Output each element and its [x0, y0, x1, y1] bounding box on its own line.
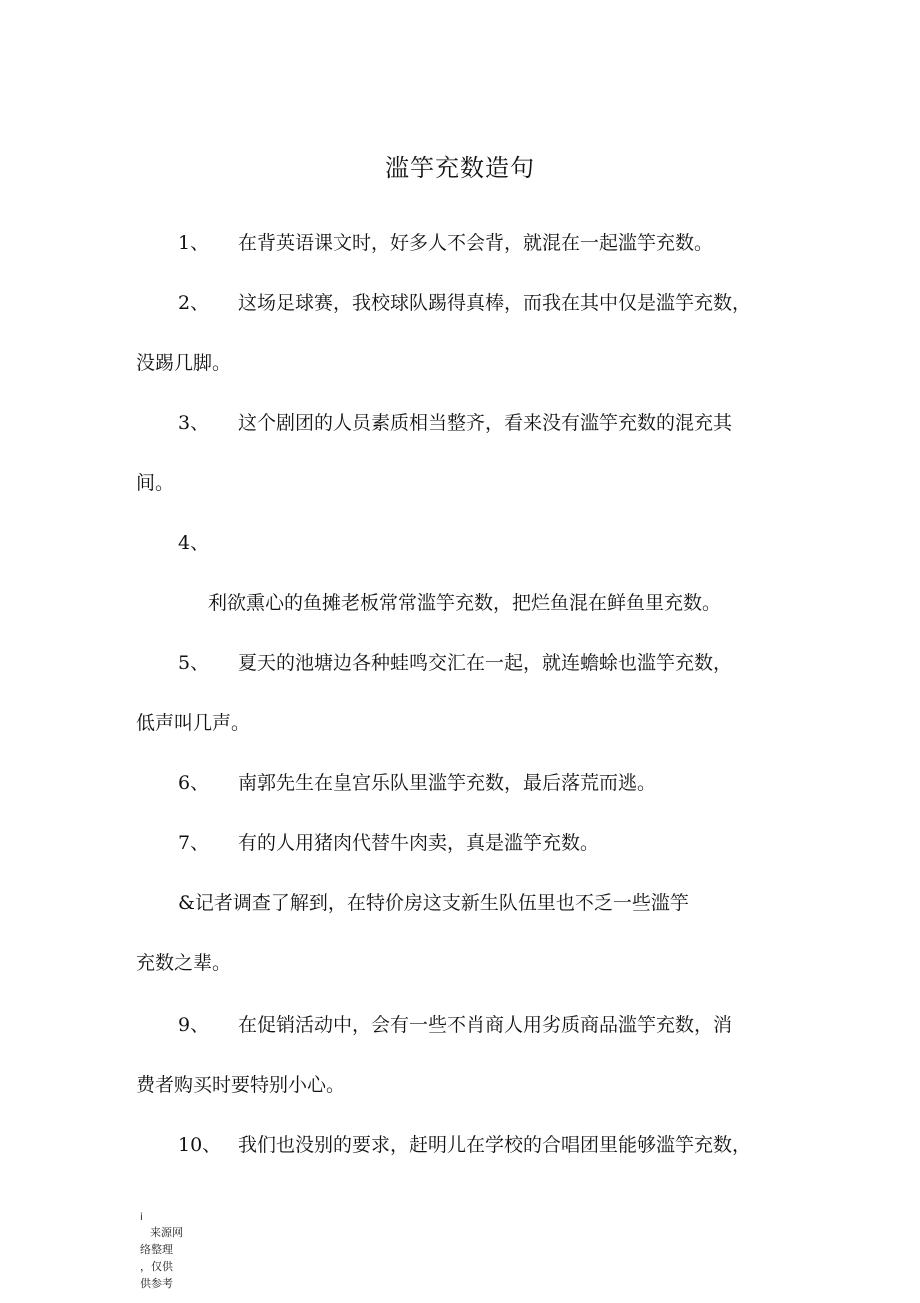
- list-item: [178, 770, 656, 796]
- item-number: 6、: [178, 772, 210, 794]
- list-item: [178, 290, 751, 316]
- item-number: 7、: [178, 832, 210, 854]
- item-continuation: 没踢几脚。: [136, 352, 232, 374]
- footer-line: 络整理: [140, 1243, 173, 1256]
- list-item: [178, 1012, 732, 1038]
- item-number: 4、: [178, 532, 210, 554]
- item-text: 利欲熏心的鱼摊老板常常滥竽充数，把烂鱼混在鲜鱼里充数。: [208, 592, 722, 614]
- item-continuation: 充数之辈。: [136, 952, 232, 974]
- item-text: 夏天的池塘边各种蛙鸣交汇在一起，就连蟾蜍也滥竽充数，: [238, 652, 733, 674]
- footer-line: ，仅供: [140, 1260, 173, 1273]
- item-text: 南郭先生在皇宫乐队里滥竽充数，最后落荒而逃。: [238, 772, 657, 794]
- item-text: 记者调查了解到，在特价房这支新生队伍里也不乏一些滥竽: [194, 892, 689, 914]
- item-number: 10、: [178, 1134, 222, 1156]
- footer-mark: i: [140, 1212, 143, 1223]
- list-item: [178, 890, 689, 916]
- item-text: 这场足球赛，我校球队踢得真棒，而我在其中仅是滥竽充数，: [238, 292, 752, 314]
- footer-line: 来源网: [150, 1226, 183, 1239]
- item-continuation: 低声叫几声。: [136, 712, 251, 734]
- list-item: [178, 830, 599, 856]
- page-title: 滥竽充数造句: [385, 154, 535, 182]
- item-number: 9、: [178, 1014, 210, 1036]
- item-number: 1、: [178, 232, 210, 254]
- item-continuation: 费者购买时要特别小心。: [136, 1074, 346, 1096]
- item-number: 5、: [178, 652, 210, 674]
- list-item: [178, 650, 732, 676]
- item-text: 我们也没别的要求，赶明儿在学校的合唱团里能够滥竽充数，: [238, 1134, 752, 1156]
- footer-note: [140, 1212, 200, 1292]
- item-number: 3、: [178, 412, 210, 434]
- list-item: [178, 1132, 751, 1158]
- item-number: 2、: [178, 292, 210, 314]
- item-text: 这个剧团的人员素质相当整齐，看来没有滥竽充数的混充其: [238, 412, 733, 434]
- item-text: 有的人用猪肉代替牛肉卖，真是滥竽充数。: [238, 832, 600, 854]
- list-item: [178, 410, 732, 436]
- item-number: &: [178, 892, 195, 914]
- footer-line: 供参考: [140, 1277, 173, 1290]
- item-continuation: 间。: [136, 472, 175, 494]
- list-item: [178, 230, 713, 256]
- item-text: 在促销活动中，会有一些不肖商人用劣质商品滥竽充数，消: [238, 1014, 733, 1036]
- item-text: 在背英语课文时，好多人不会背，就混在一起滥竽充数。: [238, 232, 714, 254]
